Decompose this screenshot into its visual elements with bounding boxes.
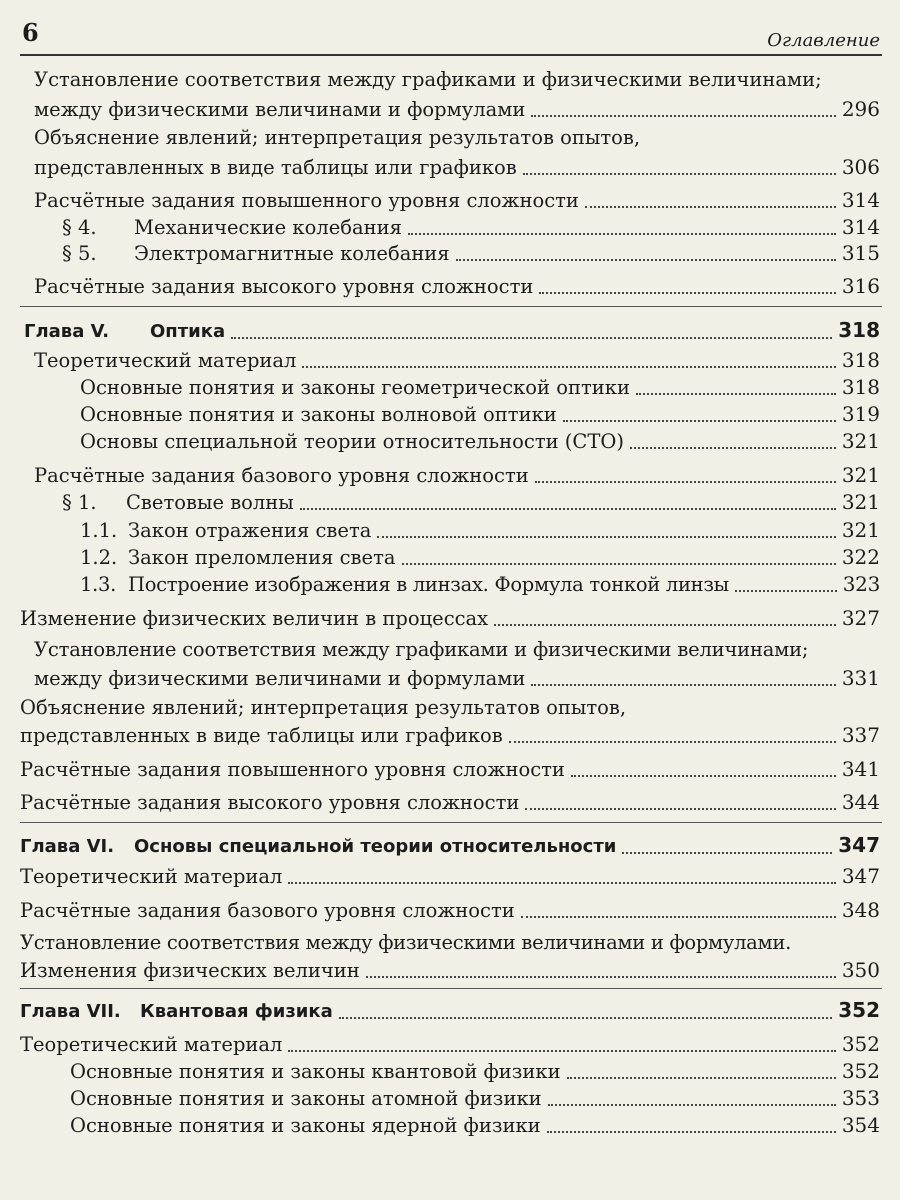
toc-entry-title: Квантовая физика: [140, 1001, 333, 1022]
toc-entry-title: Изменение физических величин в процессах: [20, 607, 489, 630]
toc-entry[interactable]: [34, 124, 640, 152]
toc-entry-title: Основные понятия и законы волновой оптики: [80, 403, 557, 426]
toc-entry-page: 316: [841, 274, 880, 298]
toc-entry-page: 322: [841, 545, 880, 569]
toc-entry-title: Расчётные задания высокого уровня сложности: [34, 275, 534, 298]
toc-entry-page: 352: [841, 1059, 880, 1083]
dot-leader: [571, 774, 836, 777]
toc-entry-page: 347: [838, 833, 880, 857]
toc-chapter[interactable]: [24, 316, 880, 346]
toc-entry-title: Основные понятия и законы квантовой физики: [70, 1060, 561, 1083]
dot-leader: [585, 205, 836, 208]
toc-entry-page: 306: [841, 155, 880, 179]
toc-chapter[interactable]: [20, 831, 880, 861]
toc-entry-title: Расчётные задания повышенного уровня сложности: [20, 758, 565, 781]
toc-entry-title: Расчётные задания базового уровня сложности: [34, 464, 529, 487]
toc-entry[interactable]: [34, 66, 822, 94]
toc-entry-title: Объяснение явлений; интерпретация результатов опытов,: [34, 126, 641, 149]
toc-entry-page: 321: [841, 463, 880, 487]
toc-entry-page: 344: [841, 790, 880, 814]
toc-entry-page: 352: [838, 998, 880, 1022]
divider: [20, 306, 882, 307]
toc-entry[interactable]: [80, 570, 880, 599]
dot-leader: [302, 365, 835, 368]
toc-entry-page: 321: [841, 490, 880, 514]
divider: [20, 822, 882, 823]
dot-leader: [547, 1130, 836, 1133]
toc-entry-title: Установление соответствия между графиками и физическими величинами;: [34, 638, 809, 661]
toc-entry[interactable]: [80, 543, 880, 572]
chapter-number: Глава VI.: [20, 836, 115, 857]
toc-entry[interactable]: [20, 862, 880, 891]
dot-leader: [288, 881, 835, 884]
toc-entry-title: Расчётные задания базового уровня сложности: [20, 899, 515, 922]
toc-entry-title: между физическими величинами и формулами: [34, 667, 526, 690]
toc-entry-title: Механические колебания: [134, 216, 402, 239]
dot-leader: [377, 535, 835, 538]
dot-leader: [548, 1103, 836, 1106]
toc-entry-title: Закон отражения света: [128, 519, 372, 542]
toc-entry[interactable]: [20, 755, 880, 784]
toc-entry[interactable]: [62, 488, 880, 517]
dot-leader: [231, 336, 832, 339]
toc-entry[interactable]: [70, 1084, 880, 1113]
dot-leader: [288, 1049, 835, 1052]
toc-entry[interactable]: [20, 1030, 880, 1059]
toc-entry-page: 331: [841, 666, 880, 690]
dot-leader: [636, 392, 836, 395]
toc-entry[interactable]: [34, 461, 880, 490]
toc-entry-title: Расчётные задания повышенного уровня сложности: [34, 189, 579, 212]
subsection-number: 1.2.: [80, 546, 118, 569]
dot-leader: [456, 258, 836, 261]
toc-entry-page: 321: [841, 518, 880, 542]
toc-entry-page: 318: [838, 318, 880, 342]
toc-entry-page: 350: [841, 958, 880, 982]
toc-entry-page: 296: [841, 97, 880, 121]
toc-entry-page: 319: [841, 402, 880, 426]
toc-entry-title: Основные понятия и законы геометрической оптики: [80, 376, 630, 399]
dot-leader: [735, 589, 837, 592]
toc-entry-title: Оптика: [150, 321, 226, 342]
dot-leader: [563, 419, 836, 422]
toc-entry-page: 314: [841, 215, 880, 239]
toc-entry-title: Основные понятия и законы ядерной физики: [70, 1114, 541, 1137]
toc-entry-title: Установление соответствия между графиками и физическими величинами;: [34, 68, 822, 91]
toc-entry-page: 341: [841, 757, 880, 781]
dot-leader: [630, 446, 836, 449]
toc-entry-title: Теоретический материал: [20, 865, 283, 888]
dot-leader: [509, 740, 836, 743]
toc-chapter[interactable]: [20, 996, 880, 1026]
toc-entry-title: Электромагнитные колебания: [134, 242, 450, 265]
subsection-number: 1.1.: [80, 519, 118, 542]
toc-entry[interactable]: [20, 694, 626, 722]
toc-entry-page: 327: [841, 606, 880, 630]
toc-entry-page: 314: [841, 188, 880, 212]
toc-entry-title: Основные понятия и законы атомной физики: [70, 1087, 542, 1110]
toc-entry-title: Изменения физических величин: [20, 959, 360, 982]
toc-entry-title: Расчётные задания высокого уровня сложности: [20, 791, 520, 814]
toc-entry[interactable]: [80, 400, 880, 429]
toc-entry-title: Закон преломления света: [128, 546, 396, 569]
toc-entry[interactable]: [20, 896, 880, 925]
dot-leader: [535, 480, 836, 483]
dot-leader: [523, 172, 836, 175]
toc-entry-title: между физическими величинами и формулами: [34, 98, 526, 121]
toc-entry[interactable]: [34, 346, 880, 375]
chapter-number: Глава V.: [24, 321, 110, 342]
toc-entry-title: представленных в виде таблицы или графиков: [20, 724, 503, 747]
toc-entry[interactable]: [34, 186, 880, 215]
toc-entry-title: Объяснение явлений; интерпретация результатов опытов,: [20, 696, 627, 719]
chapter-number: Глава VII.: [20, 1001, 121, 1022]
toc-entry-page: 318: [841, 348, 880, 372]
dot-leader: [521, 915, 836, 918]
toc-entry[interactable]: [20, 721, 880, 750]
toc-entry-page: 352: [841, 1032, 880, 1056]
dot-leader: [539, 291, 835, 294]
toc-entry[interactable]: [20, 956, 880, 985]
running-title: Оглавление: [767, 30, 880, 51]
dot-leader: [531, 683, 835, 686]
toc-entry-title: представленных в виде таблицы или графиков: [34, 156, 517, 179]
section-number: § 1.: [62, 491, 97, 514]
toc-entry-page: 315: [841, 241, 880, 265]
toc-entry[interactable]: [80, 516, 880, 545]
divider: [20, 988, 882, 989]
dot-leader: [402, 562, 836, 565]
toc-entry[interactable]: [62, 239, 880, 268]
toc-entry[interactable]: [34, 272, 880, 301]
dot-leader: [494, 623, 836, 626]
toc-entry-page: 348: [841, 898, 880, 922]
toc-entry-page: 318: [841, 375, 880, 399]
toc-entry-page: 337: [841, 723, 880, 747]
toc-entry-title: Теоретический материал: [34, 349, 297, 372]
dot-leader: [525, 807, 835, 810]
toc-entry[interactable]: [70, 1111, 880, 1140]
dot-leader: [408, 232, 836, 235]
dot-leader: [567, 1076, 836, 1079]
toc-entry-page: 353: [841, 1086, 880, 1110]
section-number: § 4.: [62, 216, 97, 239]
toc-entry[interactable]: [80, 373, 880, 402]
page-number: 6: [22, 18, 39, 47]
toc-entry-page: 321: [841, 429, 880, 453]
toc-entry[interactable]: [62, 213, 880, 242]
toc-entry[interactable]: [34, 95, 880, 124]
toc-entry-title: Теоретический материал: [20, 1033, 283, 1056]
toc-entry-title: Построение изображения в линзах. Формула тонкой линзы: [128, 573, 729, 596]
toc-entry[interactable]: [34, 664, 880, 693]
dot-leader: [300, 507, 836, 510]
toc-entry-page: 354: [841, 1113, 880, 1137]
toc-entry[interactable]: [34, 636, 808, 664]
toc-entry[interactable]: [20, 604, 880, 633]
toc-entry-title: Световые волны: [126, 491, 294, 514]
toc-entry-title: Основы специальной теории относительности (СТО): [80, 430, 624, 453]
subsection-number: 1.3.: [80, 573, 117, 596]
dot-leader: [622, 851, 832, 854]
section-number: § 5.: [62, 242, 97, 265]
dot-leader: [339, 1016, 832, 1019]
toc-entry[interactable]: [80, 427, 880, 456]
toc-entry-page: 323: [842, 572, 880, 596]
toc-entry-page: 347: [841, 864, 880, 888]
dot-leader: [366, 975, 836, 978]
toc-entry[interactable]: [20, 929, 791, 957]
toc-entry-title: Основы специальной теории относительности: [134, 836, 617, 857]
toc-entry[interactable]: [20, 788, 880, 817]
dot-leader: [531, 114, 835, 117]
toc-entry[interactable]: [34, 153, 880, 182]
toc-entry[interactable]: [70, 1057, 880, 1086]
toc-entry-title: Установление соответствия между физическими величинами и формулами.: [20, 931, 791, 954]
